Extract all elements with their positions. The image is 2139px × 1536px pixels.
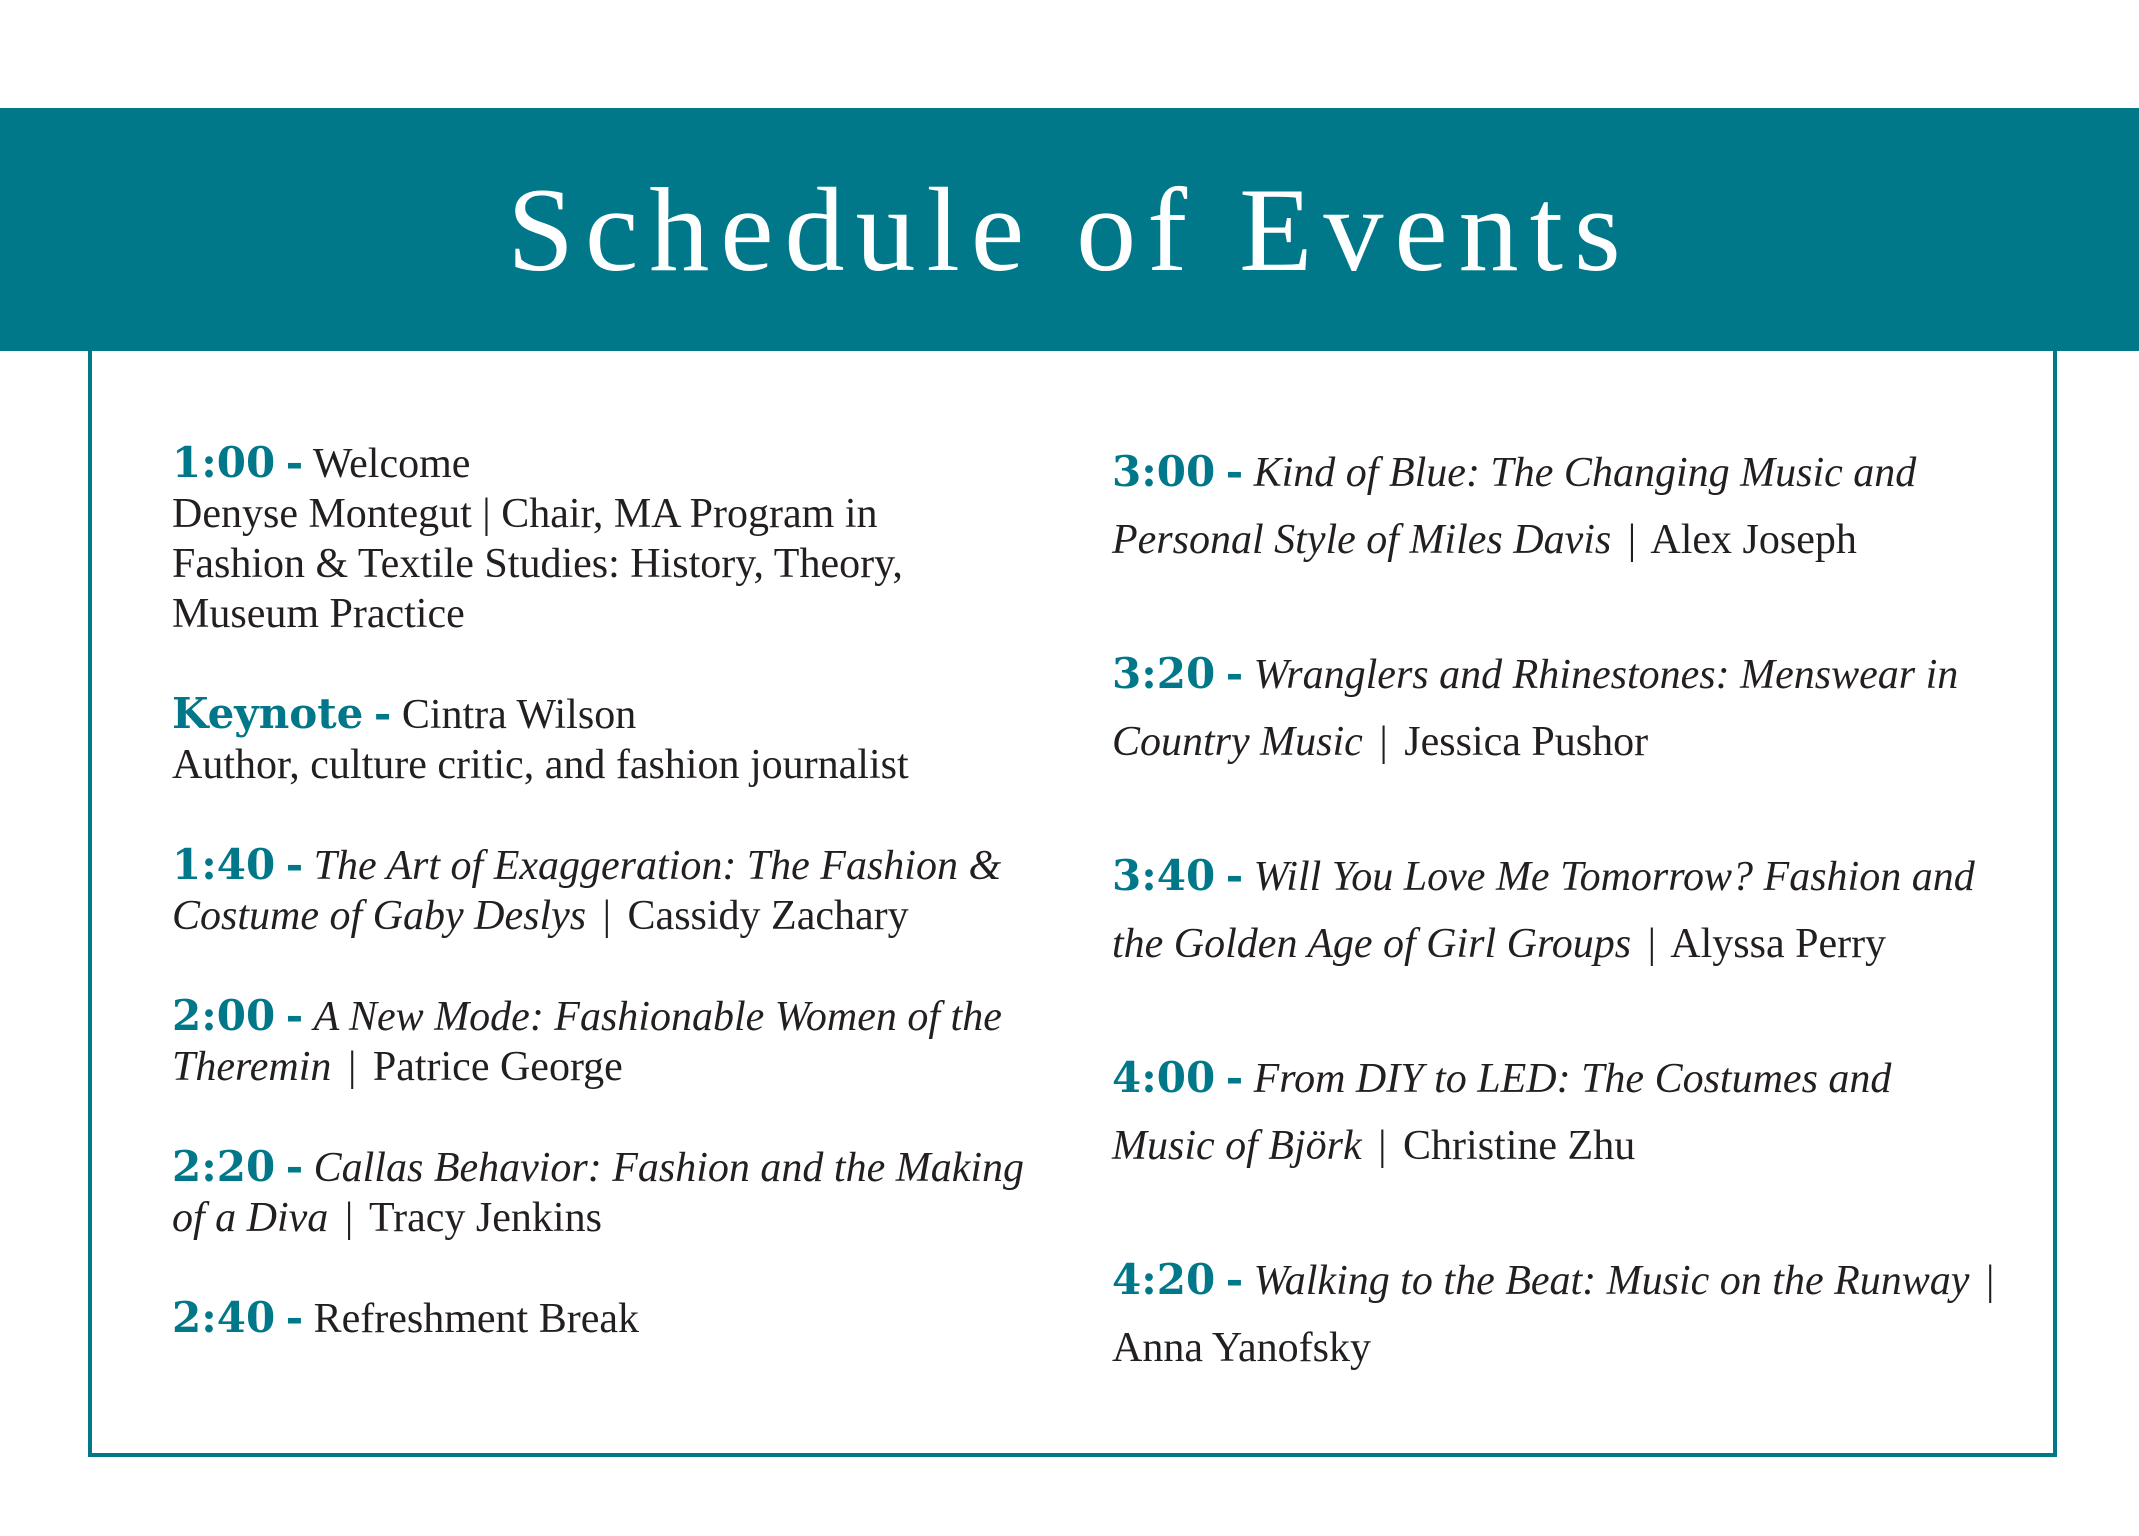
event-time: 4:20 bbox=[1112, 1255, 1216, 1304]
speaker-name: Alyssa Perry bbox=[1670, 921, 1887, 967]
event-4-00 bbox=[1112, 1044, 2012, 1180]
event-2-00 bbox=[172, 991, 1052, 1092]
talk-title: Callas Behavior: Fashion and the Making bbox=[313, 1145, 1025, 1191]
separator: | bbox=[1647, 921, 1657, 967]
event-detail: Fashion & Textile Studies: History, Theory, bbox=[172, 541, 903, 587]
event-time: 2:40 bbox=[172, 1293, 276, 1342]
event-3-20 bbox=[1112, 640, 2012, 776]
speaker-name: Patrice George bbox=[372, 1044, 623, 1090]
separator: | bbox=[1378, 1123, 1387, 1169]
talk-title: From DIY to LED: The Costumes and bbox=[1253, 1056, 1892, 1102]
speaker-name: Christine Zhu bbox=[1403, 1123, 1636, 1169]
event-dash: - bbox=[285, 991, 304, 1040]
event-detail: Author, culture critic, and fashion journalist bbox=[172, 742, 909, 788]
talk-title: the Golden Age of Girl Groups bbox=[1112, 921, 1632, 967]
event-time: 2:00 bbox=[172, 991, 276, 1040]
talk-title: The Art of Exaggeration: The Fashion & bbox=[313, 843, 1002, 889]
event-2-20 bbox=[172, 1142, 1052, 1243]
separator: | bbox=[602, 893, 612, 939]
event-3-40 bbox=[1112, 842, 2012, 978]
event-time: 3:20 bbox=[1112, 649, 1216, 698]
talk-title: Music of Björk bbox=[1112, 1123, 1362, 1169]
event-2-40 bbox=[172, 1293, 1052, 1344]
talk-title: Costume of Gaby Deslys bbox=[172, 893, 587, 939]
event-time: 1:40 bbox=[172, 840, 276, 889]
event-detail: Museum Practice bbox=[172, 591, 465, 637]
speaker-name: Anna Yanofsky bbox=[1112, 1325, 1372, 1371]
event-detail: Denyse Montegut | Chair, MA Program in bbox=[172, 491, 878, 537]
event-dash: - bbox=[285, 1142, 304, 1191]
talk-title: Walking to the Beat: Music on the Runway bbox=[1253, 1258, 1970, 1304]
event-welcome bbox=[172, 438, 1052, 639]
event-time: 2:20 bbox=[172, 1142, 276, 1191]
speaker-name: Tracy Jenkins bbox=[368, 1195, 602, 1241]
event-time: 3:00 bbox=[1112, 447, 1216, 496]
event-time: Keynote bbox=[172, 689, 364, 738]
talk-title: Will You Love Me Tomorrow? Fashion and bbox=[1253, 854, 1975, 900]
event-dash: - bbox=[1225, 1255, 1244, 1304]
schedule-left-column bbox=[172, 438, 1052, 1394]
event-time: 3:40 bbox=[1112, 851, 1216, 900]
separator: | bbox=[347, 1044, 357, 1090]
schedule-right-column bbox=[1112, 438, 2012, 1448]
event-dash: - bbox=[285, 840, 304, 889]
separator: | bbox=[1627, 517, 1637, 563]
talk-title: A New Mode: Fashionable Women of the bbox=[313, 994, 1002, 1040]
page-title: Schedule of Events bbox=[507, 162, 1632, 296]
talk-title: of a Diva bbox=[172, 1195, 329, 1241]
event-dash: - bbox=[285, 1293, 304, 1342]
event-dash: - bbox=[1225, 1053, 1244, 1102]
speaker-name: Jessica Pushor bbox=[1404, 719, 1649, 765]
talk-title: Personal Style of Miles Davis bbox=[1112, 517, 1612, 563]
event-dash: - bbox=[1225, 851, 1244, 900]
event-title: Cintra Wilson bbox=[401, 692, 637, 738]
talk-title: Country Music bbox=[1112, 719, 1363, 765]
event-4-20 bbox=[1112, 1246, 2012, 1382]
event-title: Welcome bbox=[312, 441, 471, 487]
event-3-00 bbox=[1112, 438, 2012, 574]
event-time: 1:00 bbox=[172, 438, 276, 487]
talk-title: Wranglers and Rhinestones: Menswear in bbox=[1253, 652, 1959, 698]
event-dash: - bbox=[1225, 447, 1244, 496]
header-banner bbox=[0, 108, 2139, 351]
event-dash: - bbox=[1225, 649, 1244, 698]
speaker-name: Alex Joseph bbox=[1650, 517, 1857, 563]
event-title: Refreshment Break bbox=[313, 1296, 640, 1342]
event-1-40 bbox=[172, 840, 1052, 941]
event-dash: - bbox=[285, 438, 304, 487]
talk-title: Kind of Blue: The Changing Music and bbox=[1253, 450, 1917, 496]
event-time: 4:00 bbox=[1112, 1053, 1216, 1102]
talk-title: Theremin bbox=[172, 1044, 332, 1090]
event-dash: - bbox=[373, 689, 392, 738]
speaker-name: Cassidy Zachary bbox=[627, 893, 909, 939]
separator: | bbox=[1985, 1258, 1995, 1304]
separator: | bbox=[344, 1195, 354, 1241]
event-keynote bbox=[172, 689, 1052, 790]
separator: | bbox=[1379, 719, 1388, 765]
